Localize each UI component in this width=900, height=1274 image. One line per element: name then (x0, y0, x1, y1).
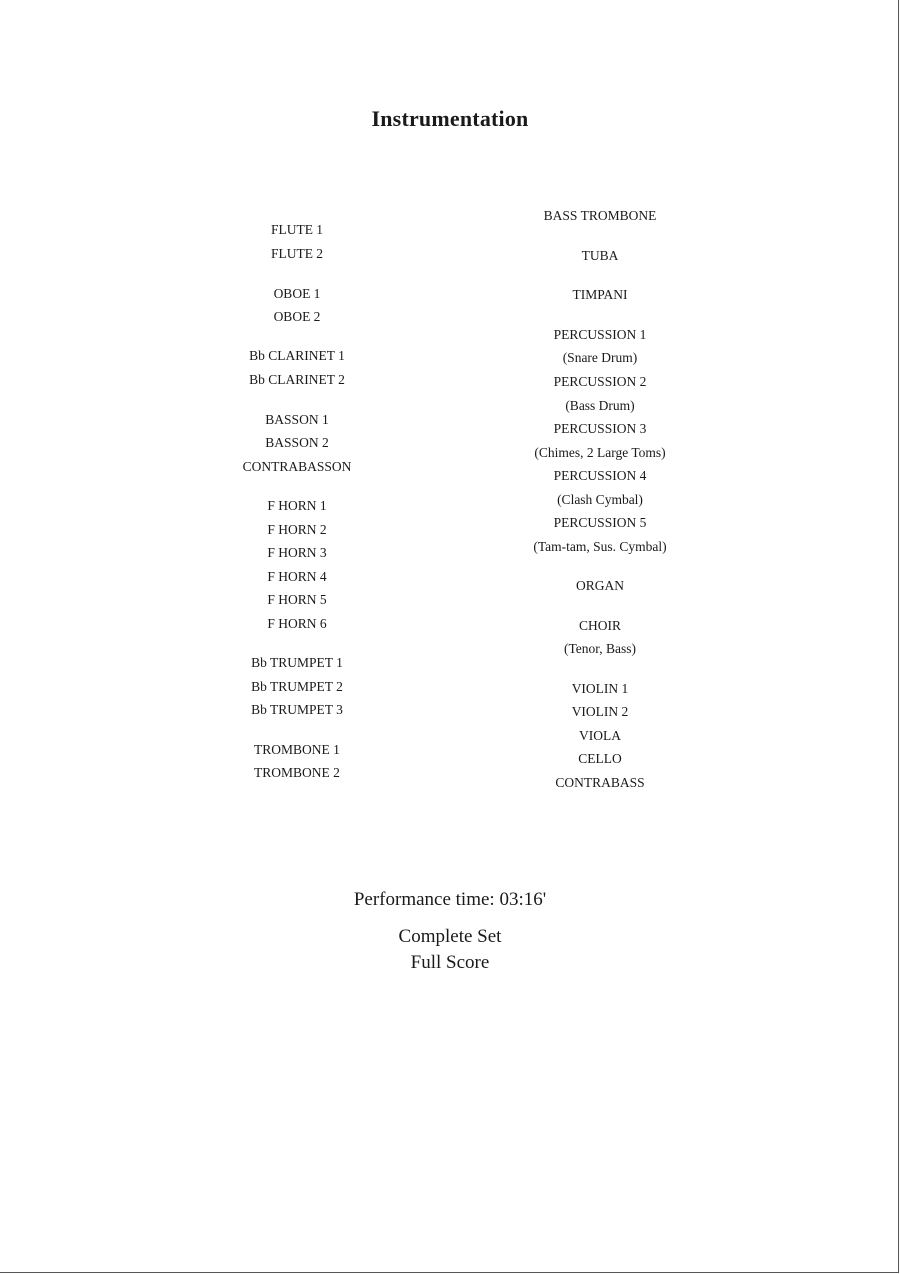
instrument-entry: VIOLIN 1 (571, 681, 629, 696)
instrument-entry: BASSON 1 (265, 412, 329, 427)
instrument-entry: ORGAN (575, 578, 624, 593)
page-title: Instrumentation (371, 106, 529, 131)
instrument-list-right (470, 0, 730, 1274)
full-score-label: Full Score (410, 952, 490, 973)
instrument-entry: PERCUSSION 1 (553, 327, 647, 342)
instrument-entry: F HORN 3 (267, 545, 327, 560)
instrument-entry: VIOLA (579, 728, 621, 743)
instrument-note: (Snare Drum) (562, 350, 638, 365)
complete-set-label: Complete Set (398, 926, 502, 947)
instrument-entry: Bb CLARINET 2 (249, 372, 345, 387)
instrument-entry: FLUTE 1 (270, 222, 324, 237)
instrument-entry: Bb TRUMPET 3 (251, 702, 343, 717)
instrument-list-left (167, 0, 427, 1274)
instrument-entry: TROMBONE 1 (254, 742, 340, 757)
instrument-entry: FLUTE 2 (270, 246, 324, 261)
instrument-note: (Tenor, Bass) (564, 641, 636, 656)
instrument-entry: PERCUSSION 5 (553, 515, 647, 530)
instrument-entry: Bb TRUMPET 2 (251, 679, 343, 694)
instrument-entry: BASS TROMBONE (543, 208, 657, 223)
instrument-entry: CONTRABASSON (242, 459, 352, 474)
instrument-note: (Bass Drum) (565, 398, 635, 413)
performance-time: Performance time: 03:16' (353, 889, 547, 910)
instrument-entry: TUBA (581, 248, 619, 263)
instrument-entry: TROMBONE 2 (254, 765, 340, 780)
instrument-entry: TIMPANI (572, 287, 628, 302)
instrument-note: (Clash Cymbal) (557, 492, 643, 507)
instrument-note: (Chimes, 2 Large Toms) (534, 445, 666, 460)
instrument-entry: F HORN 2 (267, 522, 327, 537)
instrument-entry: VIOLIN 2 (571, 704, 629, 719)
instrument-entry: CHOIR (578, 618, 621, 633)
instrument-entry: CELLO (578, 751, 622, 766)
instrument-entry: OBOE 2 (273, 309, 321, 324)
instrument-entry: BASSON 2 (265, 435, 329, 450)
instrument-entry: F HORN 1 (267, 498, 327, 513)
instrument-entry: F HORN 4 (267, 569, 327, 584)
instrument-entry: Bb TRUMPET 1 (251, 655, 343, 670)
instrument-entry: F HORN 5 (267, 592, 327, 607)
instrument-entry: PERCUSSION 2 (553, 374, 647, 389)
instrument-entry: OBOE 1 (273, 286, 321, 301)
instrument-entry: PERCUSSION 4 (553, 468, 647, 483)
instrument-note: (Tam-tam, Sus. Cymbal) (533, 539, 667, 554)
instrument-entry: PERCUSSION 3 (553, 421, 647, 436)
instrument-entry: CONTRABASS (555, 775, 645, 790)
instrument-entry: Bb CLARINET 1 (249, 348, 345, 363)
instrument-entry: F HORN 6 (267, 616, 327, 631)
